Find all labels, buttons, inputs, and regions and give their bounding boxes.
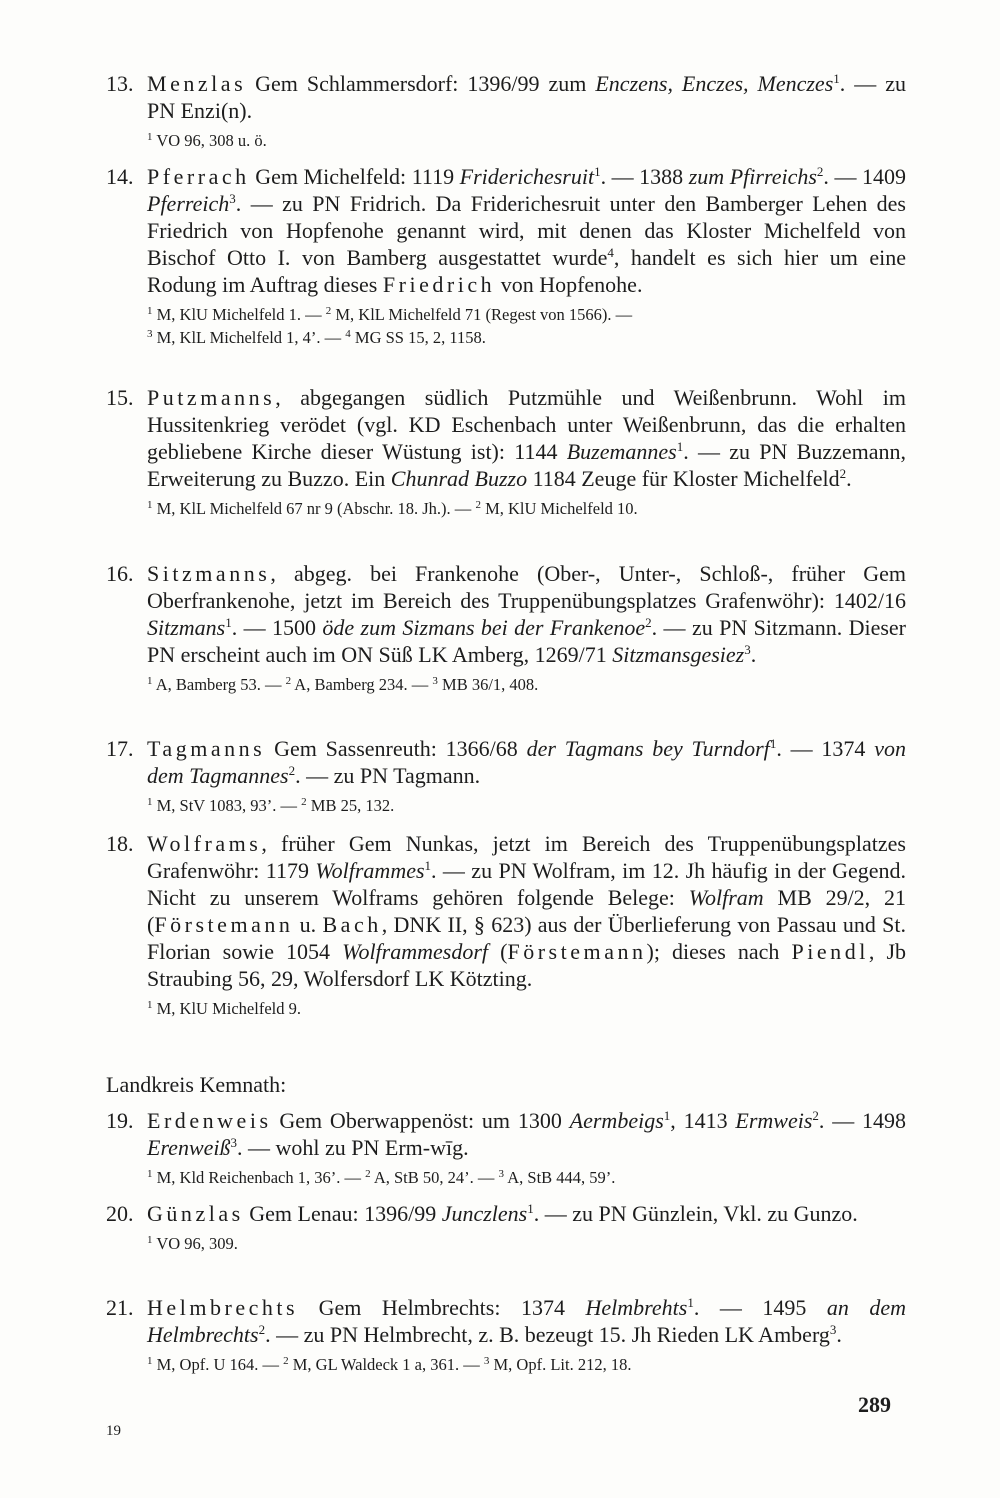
entry-19: [106, 1107, 906, 1189]
text-run: . — zu PN Helmbrecht, z. B. bezeugt 15. Jh Rieden LK Amberg: [265, 1322, 830, 1347]
footnote-marker: 1: [225, 615, 232, 630]
footnote-line: [147, 303, 906, 326]
text-run: A, StB 444, 59’.: [504, 1168, 616, 1187]
text-run: . — zu PN Wolfram, im 12. Jh häufig in der Gegend. Nicht zu unserem Wolframs gehören folgende Belege:: [147, 858, 906, 910]
footnote-marker: 4: [345, 328, 351, 340]
text-run: . — 1495: [693, 1295, 827, 1320]
place-name: Piendl: [791, 939, 869, 964]
place-name: Putzmanns: [147, 385, 276, 410]
footnote-marker: 2: [258, 1322, 266, 1337]
text-run: Gem Schlammersdorf: 1396/99 zum: [246, 71, 596, 96]
entry-text: [147, 1200, 906, 1227]
historic-form: Aermbeigs: [569, 1108, 664, 1133]
place-name: Sitzmanns: [147, 561, 271, 586]
text-run: M, Opf. Lit. 212, 18.: [489, 1355, 632, 1374]
footnote-line: [147, 497, 906, 520]
historic-form: Erenweiß: [147, 1135, 231, 1160]
historic-form: zum Pfirreichs: [688, 164, 817, 189]
historic-form: Helmbrehts: [585, 1295, 688, 1320]
text-run: M, KlU Michelfeld 10.: [480, 499, 638, 518]
footnote-marker: 3: [498, 1168, 505, 1180]
historic-form: öde zum Sizmans bei der Frankenoe: [322, 615, 646, 640]
text-run: . — zu PN Sitzmann. Dieser PN erscheint auch im ON Süß LK Amberg, 1269/71: [147, 615, 907, 667]
footnote-marker: 3: [432, 675, 438, 687]
text-run: A, StB 50, 24’. —: [370, 1168, 499, 1187]
historic-form: Buzemannes: [566, 439, 677, 464]
footnote-line: [147, 1232, 906, 1255]
text-run: A, Bamberg 53. —: [152, 675, 286, 694]
text-run: Gem Michelfeld: 1119: [249, 164, 460, 189]
footnote-marker: 2: [288, 763, 296, 778]
text-run: . — zu PN Tagmann.: [295, 763, 481, 788]
text-run: , abgeg. bei Frankenohe (Ober-, Unter-, Schloß-, früher Gem Oberfrankenohe, jetzt im Bereich des Truppenübungsplatzes Grafenwöhr): 1402/16: [147, 561, 906, 613]
entry-number: 18.: [106, 831, 134, 856]
text-run: M, KlU Michelfeld 1. —: [152, 305, 326, 324]
historic-form: Pferreich: [147, 191, 230, 216]
historic-form: an dem Helmbrechts: [147, 1295, 907, 1347]
historic-form: Friderichesruit: [459, 164, 595, 189]
entry-text: [147, 560, 906, 668]
entry-text: [147, 830, 906, 992]
footnote-marker: 2: [283, 1355, 289, 1367]
text-run: M, KlL Michelfeld 67 nr 9 (Abschr. 18. Jh.). —: [152, 499, 476, 518]
place-name: Helmbrechts: [147, 1295, 299, 1320]
historic-form: Wolframmesdorf: [342, 939, 489, 964]
entry-number: 21.: [106, 1295, 134, 1320]
place-name: Friedrich: [382, 272, 496, 297]
historic-form: von dem Tagmannes: [147, 736, 907, 788]
footnote-marker: 2: [816, 164, 824, 179]
place-name: Pferrach: [147, 164, 250, 189]
text-run: . — 1374: [776, 736, 875, 761]
footnote-line: [147, 1166, 906, 1189]
text-run: .: [750, 642, 757, 667]
footnote-marker: 1: [687, 1295, 694, 1310]
entry-text: [147, 735, 906, 789]
text-run: MG SS 15, 2, 1158.: [350, 328, 486, 347]
historic-form: Chunrad Buzzo: [390, 466, 528, 491]
place-name: Wolframs: [147, 831, 262, 856]
text-run: , DNK II, § 623) aus der Überlieferung von Passau und St. Florian sowie 1054: [147, 912, 906, 964]
footnote-marker: 3: [147, 328, 153, 340]
text-run: ); dieses nach: [646, 939, 792, 964]
footnote-marker: 1: [769, 736, 777, 751]
text-run: M, KlL Michelfeld 1, 4’. —: [152, 328, 346, 347]
text-run: , 1413: [670, 1108, 736, 1133]
text-run: M, Opf. U 164. —: [152, 1355, 284, 1374]
historic-form: Ermweis: [735, 1108, 813, 1133]
footnote-marker: 1: [424, 858, 432, 873]
entry-text: [147, 70, 906, 124]
footnote-marker: 2: [285, 675, 292, 687]
text-run: . — zu PN Fridrich. Da Friderichesruit unter den Bamberger Lehen des Friedrich von Hopfenohe genannt wird, mit denen das Kloster Michelfeld von Bischof Otto I. von Bamberg ausgestattet wurde: [147, 191, 906, 270]
text-run: A, Bamberg 234. —: [291, 675, 433, 694]
text-run: von Hopfenohe.: [495, 272, 643, 297]
footnote-marker: 3: [483, 1355, 490, 1367]
text-run: VO 96, 308 u. ö.: [152, 131, 267, 150]
historic-form: Junczlens: [441, 1201, 528, 1226]
text-run: Gem Helmbrechts: 1374: [298, 1295, 586, 1320]
entry-text: [147, 384, 906, 492]
historic-form: Sitzmans: [147, 615, 226, 640]
entry-number: 17.: [106, 736, 134, 761]
footnote-marker: 3: [829, 1322, 837, 1337]
footnote-marker: 1: [663, 1108, 671, 1123]
text-run: Gem Oberwappenöst: um 1300: [271, 1108, 570, 1133]
text-run: . — 1498: [818, 1108, 907, 1133]
footnote-line: [147, 129, 906, 152]
text-run: .: [836, 1322, 842, 1347]
footnote-marker: 1: [147, 999, 153, 1011]
text-run: VO 96, 309.: [152, 1234, 238, 1253]
entry-16: [106, 560, 906, 696]
text-run: .: [846, 466, 852, 491]
entry-text: [147, 1294, 906, 1348]
text-run: M, KlL Michelfeld 71 (Regest von 1566). —: [331, 305, 633, 324]
text-run: 1184 Zeuge für Kloster Michelfeld: [527, 466, 840, 491]
footnote-marker: 1: [147, 796, 153, 808]
place-name: Bach: [322, 912, 382, 937]
footnote-line: [147, 997, 906, 1020]
entry-14: [106, 163, 906, 349]
entry-15: [106, 384, 906, 520]
footnote-marker: 2: [475, 499, 481, 511]
entry-17: [106, 735, 906, 817]
text-run: (: [488, 939, 508, 964]
printer-signature: 19: [106, 1423, 121, 1439]
text-run: . — 1409: [823, 164, 907, 189]
footnote-marker: 1: [147, 131, 153, 143]
historic-form: Wolfram: [688, 885, 764, 910]
footnote-marker: 3: [230, 1135, 237, 1150]
entry-number: 20.: [106, 1201, 134, 1226]
text-run: M, KlU Michelfeld 9.: [152, 999, 301, 1018]
page-number: 289: [858, 1392, 891, 1417]
footnote-marker: 1: [147, 1234, 153, 1246]
text-run: MB 25, 132.: [306, 796, 395, 815]
footnote-marker: 1: [147, 499, 153, 511]
footnote-marker: 2: [839, 466, 847, 481]
text-run: Gem Sassenreuth: 1366/68: [265, 736, 527, 761]
footnote-line: [147, 326, 906, 349]
entry-18: [106, 830, 906, 1020]
text-run: Gem Lenau: 1396/99: [243, 1201, 442, 1226]
text-run: . — 1388: [600, 164, 689, 189]
entry-number: 16.: [106, 561, 134, 586]
entry-number: 19.: [106, 1108, 134, 1133]
footnote-marker: 2: [301, 796, 307, 808]
footnote-marker: 3: [744, 642, 751, 657]
text-run: M, Kld Reichenbach 1, 36’. —: [152, 1168, 366, 1187]
footnote-marker: 1: [594, 164, 601, 179]
place-name: Günzlas: [147, 1201, 244, 1226]
text-run: . — zu PN Enzi(n).: [147, 71, 906, 123]
entry-text: [147, 1107, 906, 1161]
historic-form: Sitzmansgesiez: [612, 642, 745, 667]
footnote-marker: 1: [147, 1168, 153, 1180]
entry-21: [106, 1294, 906, 1376]
text-run: . — 1500: [231, 615, 323, 640]
section-heading: Landkreis Kemnath:: [106, 1072, 287, 1097]
place-name: Förstemann: [154, 912, 294, 937]
text-run: M, StV 1083, 93’. —: [152, 796, 302, 815]
text-run: , Jb Straubing 56, 29, Wolfersdorf LK Kötzting.: [147, 939, 907, 991]
footnote-marker: 1: [147, 675, 153, 687]
text-run: u.: [293, 912, 323, 937]
text-run: , abgegangen südlich Putzmühle und Weißenbrunn. Wohl im Hussitenkrieg verödet (vgl. KD Eschenbach unter Weißenbrunn, das die erhalten gebliebene Kirche dieser Wüstung ist): 1144: [147, 385, 906, 464]
historic-form: der Tagmans bey Turndorf: [526, 736, 770, 761]
text-run: . — zu PN Günzlein, Vkl. zu Gunzo.: [533, 1201, 858, 1226]
place-name: Tagmanns: [147, 736, 266, 761]
entry-20: [106, 1200, 906, 1255]
footnote-marker: 1: [527, 1201, 534, 1216]
text-run: . — wohl zu PN Erm-wīg.: [237, 1135, 469, 1160]
footnote-marker: 2: [812, 1108, 819, 1123]
entry-text: [147, 163, 906, 298]
entry-number: 15.: [106, 385, 134, 410]
text-run: MB 29/2, 21 (: [147, 885, 906, 937]
text-run: . — zu PN Buzzemann, Erweiterung zu Buzzo. Ein: [147, 439, 906, 491]
text-run: , handelt es sich hier um eine Rodung im Auftrag dieses: [147, 245, 906, 297]
footnote-marker: 4: [607, 245, 614, 260]
place-name: Förstemann: [507, 939, 647, 964]
footnote-marker: 1: [833, 71, 840, 86]
footnote-line: [147, 673, 906, 696]
entry-13: [106, 70, 906, 152]
historic-form: Enczens, Enczes, Menczes: [595, 71, 834, 96]
footnote-line: [147, 794, 906, 817]
entry-number: 14.: [106, 164, 134, 189]
footnote-marker: 1: [676, 439, 684, 454]
footnote-marker: 2: [645, 615, 652, 630]
text-run: , früher Gem Nunkas, jetzt im Bereich des Truppenübungsplatzes Grafenwöhr: 1179: [147, 831, 906, 883]
entry-number: 13.: [106, 71, 134, 96]
footnote-line: [147, 1353, 906, 1376]
place-name: Menzlas: [147, 71, 247, 96]
footnote-marker: 3: [229, 191, 236, 206]
place-name: Erdenweis: [147, 1108, 272, 1133]
footnote-marker: 2: [325, 305, 332, 317]
text-run: M, GL Waldeck 1 a, 361. —: [288, 1355, 484, 1374]
footnote-marker: 1: [147, 305, 153, 317]
historic-form: Wolframmes: [315, 858, 425, 883]
footnote-marker: 1: [147, 1355, 153, 1367]
footnote-marker: 2: [365, 1168, 371, 1180]
text-run: MB 36/1, 408.: [437, 675, 539, 694]
